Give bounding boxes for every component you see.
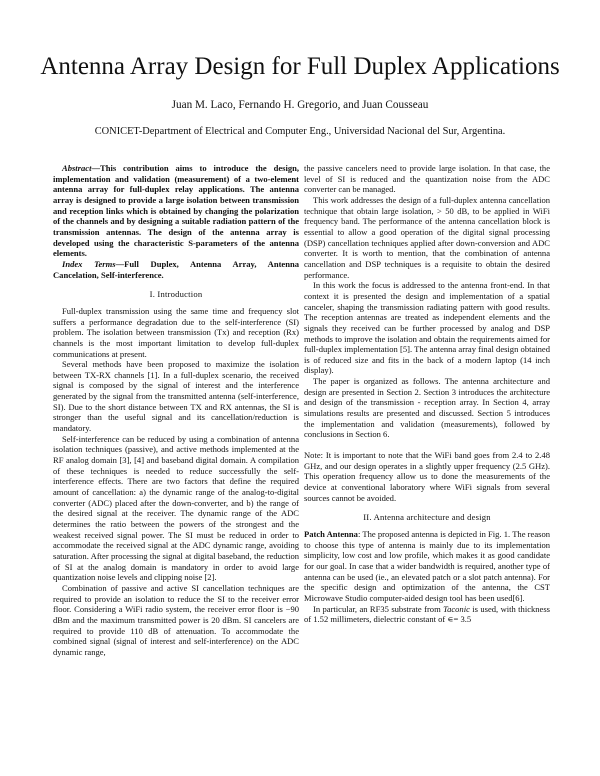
text-fragment: In particular, an RF35 substrate from xyxy=(313,603,444,614)
paragraph: the passive cancelers need to provide large isolation. In that case, the level of SI is reduced and the quantization noise from the ADC converter can be managed. xyxy=(304,163,550,195)
text-fragment: is used, with thickness of 1.52 millimeters, dielectric constant of ∊= 3.5 xyxy=(304,603,550,625)
abstract-label: Abstract xyxy=(62,163,92,173)
section-heading-introduction: I. Introduction xyxy=(149,289,203,300)
paragraph: Self-interference can be reduced by using a combination of antenna isolation techniques (passive), and active methods implemented at the RF analog domain [3], [4] and baseband digital domain. A compilation of these techniques is needed to reduce successfully the self-interference effects. There are two factors that define the required amount of cancellation: a) the dynamic range of the analog-to-digital converter (ADC) placed after the down-converter, and b) the range of the desired signal at the receiver. The dynamic range of the ADC determines the ratio between the powers of the strongest and the weakest received signal power. The SI must be reduced in order to accommodate the received signal at the ADC dynamic range, avoiding saturation. After processing the signal at digital baseband, the reduction of SI at the analog domain is mandatory in order to avoid large quantization noise levels and clipping noise [2]. xyxy=(53,433,299,583)
paper-title: Antenna Array Design for Full Duplex Applications xyxy=(40,53,560,80)
note-paragraph: Note: It is important to note that the WiFi band goes from 2.4 to 2.48 GHz, and our design operates in a slightly upper frequency (2.5 GHz). This operation frequency allow us to done the measurements of the device at conventional laboratory where WiFi signals from several sources cannot be avoided. xyxy=(304,450,550,503)
index-terms xyxy=(53,259,299,280)
taconic-text: Taconic xyxy=(443,603,470,614)
section-heading-antenna: II. Antenna architecture and design xyxy=(363,512,491,523)
paragraph: Full-duplex transmission using the same time and frequency slot suffers a performance degradation due to the self-interference (SI) problem. The isolation between transmission (Tx) and reception (Rx) channels is the most important limitation to develop full-duplex communications at present. xyxy=(53,305,299,359)
patch-antenna-text: : The proposed antenna is depicted in Fig. 1. The reason to choose this type of antenna is mainly due to its implementation simplicity, low cost and low profile, which makes it as good candidate for our goal. In case that a wider bandwidth is required, another type of antenna can be used (ie., an elevated patch or a slot patch antenna). For the specific design and optimization of the antenna, the CST Microwave Studio computer-aided design tool has been used[6]. xyxy=(304,529,550,603)
paragraph: Several methods have been proposed to maximize the isolation between TX-RX channels [1]. In a full-duplex scenario, the received signal is composed by the signal of interest and the interference generated by the signal from the transmitted antenna (self-interference, SI). Due to the short distance between TX and RX antennas, the SI is stronger than the useful signal and its cancellation/reduction is mandatory. xyxy=(53,359,299,434)
paragraph xyxy=(304,604,550,625)
paragraph: This work addresses the design of a full-duplex antenna cancellation technique that obtain large isolation, > 50 dB, to be applied in WiFi frequency band. The performance of the antenna cancellation block is essential to allow a good operation of the digital signal processing (DSP) cancellation techniques applied after down-conversion and ADC converter. It is worth to mention, that the combination of antenna cancellation and DSP techniques is a requisite to obtain the desired performance. xyxy=(304,194,550,280)
paragraph: In this work the focus is addressed to the antenna front-end. In that context it is presented the design and implementation of a spatial canceler, shaping the transmission radiating pattern with good results. The reception antennas are treated as independent elements and the signals they received can be further processed by analog and DSP methods to improve the isolation and obtain the requirements aimed for full-duplex implementation [5]. The antenna array final design obtained is of reduced size and fits in the back of a modern laptop (14 inch display). xyxy=(304,280,550,376)
index-terms-label: Index Terms xyxy=(62,258,116,269)
right-column xyxy=(304,163,550,625)
index-terms-text: —Full Duplex, Antenna Array, Antenna Cancelation, Self-interference. xyxy=(53,258,299,280)
paragraph xyxy=(304,529,550,604)
abstract xyxy=(53,163,299,259)
paper-affiliation: CONICET-Department of Electrical and Computer Eng., Universidad Nacional del Sur, Argentina. xyxy=(94,126,506,137)
paragraph: The paper is organized as follows. The antenna architecture and design are presented in Section 2. Section 3 introduces the architecture and design of the transmission - reception array. In Section 4, array simulations results are presented and discussed. Section 5 introduces the implementation and validation (measurements), followed by conclusions in Section 6. xyxy=(304,376,550,440)
paper-authors: Juan M. Laco, Fernando H. Gregorio, and Juan Cousseau xyxy=(171,99,429,111)
abstract-text: —This contribution aims to introduce the design, implementation and validation (measurement) of a two-element antenna array for full-duplex relay applications. The antenna array is designed to provide a large isolation between transmission and reception links which is obtained by changing the polarization of the channels and by designing a suitable radiation pattern of the transmission antennas. The design of the antenna array is developed using the characteristic S-parameters of the antenna elements. xyxy=(53,163,299,259)
patch-antenna-label: Patch Antenna xyxy=(304,529,358,539)
left-column xyxy=(53,163,299,658)
paragraph: Combination of passive and active SI cancellation techniques are required to provide an isolation to reduce the SI to the receiver error floor. Considering a WiFi radio system, the receiver error floor is −90 dBm and the maximum transmitted power is 20 dBm. SI cancelers are required to provide 110 dB of attenuation. To accommodate the combined signal (signal of interest and self-interference) on the ADC dynamic range, xyxy=(53,582,299,657)
